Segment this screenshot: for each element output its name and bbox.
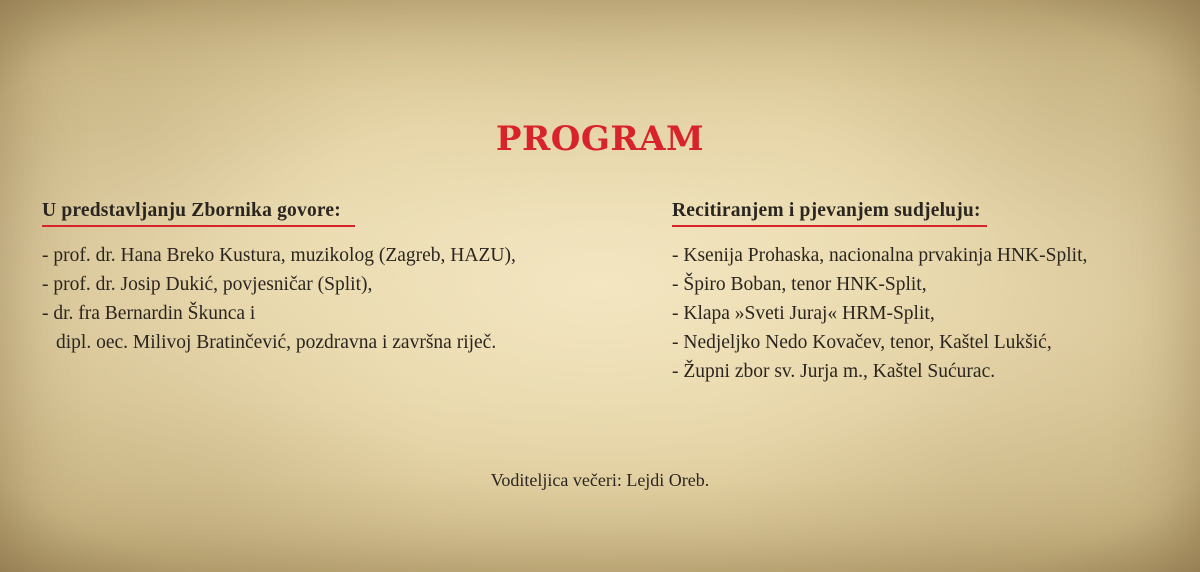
performers-heading: Recitiranjem i pjevanjem sudjeluju: xyxy=(672,200,987,227)
speakers-heading: U predstavljanju Zbornika govore: xyxy=(42,200,355,227)
speakers-list xyxy=(42,241,622,357)
list-item: dipl. oec. Milivoj Bratinčević, pozdravna i završna riječ. xyxy=(56,332,497,353)
performers-section xyxy=(672,200,1192,386)
list-item: - Špiro Boban, tenor HNK-Split, xyxy=(672,274,927,295)
list-item: - Nedjeljko Nedo Kovačev, tenor, Kaštel Lukšić, xyxy=(672,332,1052,353)
list-item: - Klapa »Sveti Juraj« HRM-Split, xyxy=(672,303,935,324)
host-note: Voditeljica večeri: Lejdi Oreb. xyxy=(490,470,710,490)
performers-list xyxy=(672,241,1192,386)
list-item: - Župni zbor sv. Jurja m., Kaštel Sućurac. xyxy=(672,361,996,382)
page-title: PROGRAM xyxy=(495,118,705,159)
list-item: - dr. fra Bernardin Škunca i xyxy=(42,303,256,324)
list-item: - prof. dr. Josip Dukić, povjesničar (Split), xyxy=(42,274,373,295)
speakers-section xyxy=(42,200,622,357)
list-item: - Ksenija Prohaska, nacionalna prvakinja HNK-Split, xyxy=(672,245,1088,266)
list-item: - prof. dr. Hana Breko Kustura, muzikolog (Zagreb, HAZU), xyxy=(42,245,516,266)
